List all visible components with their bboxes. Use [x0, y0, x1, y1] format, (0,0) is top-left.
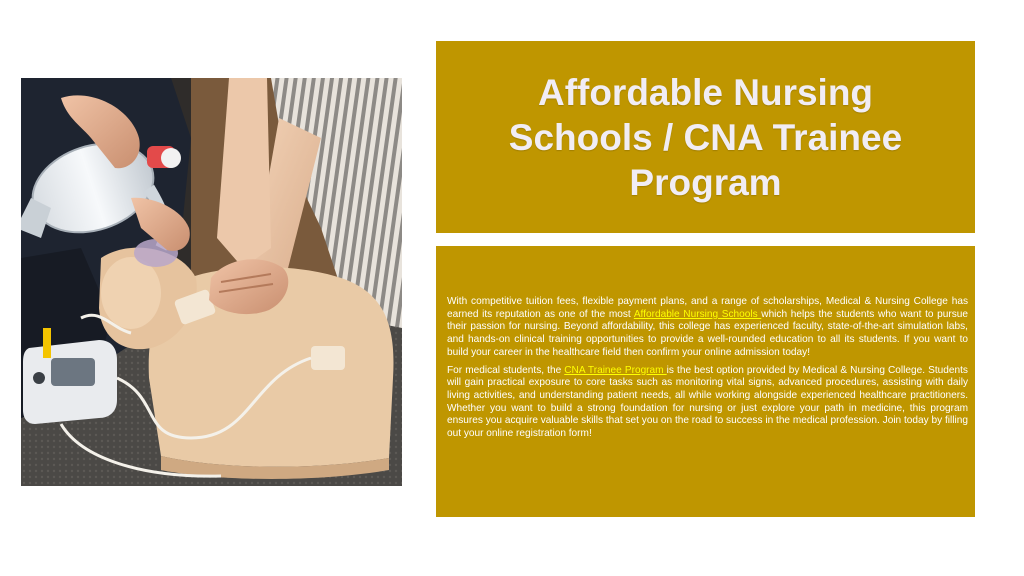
- intro-text-after-link: which helps the students who want to pursue their passion for nursing. Beyond affordability, this college has experienced faculty, state-of-the-art simulation labs, and hands-on clinical training opportunities to provide a well-rounded education to all its students. If you want to build your career in the healthcare field then confirm your online admission today!: [447, 308, 969, 358]
- affordable-nursing-schools-link[interactable]: Affordable Nursing Schools: [633, 308, 762, 320]
- intro-text-before-link: With competitive tuition fees, flexible payment plans, and a range of scholarships, Medical & Nursing College has earned its reputation as one of the most: [447, 296, 968, 320]
- page-title: Affordable Nursing Schools / CNA Trainee Program: [508, 71, 903, 203]
- title-panel: [436, 41, 975, 233]
- description-panel: [436, 246, 975, 517]
- cpr-training-illustration: [21, 78, 402, 486]
- intro-paragraph: [447, 296, 968, 360]
- cna-trainee-program-link[interactable]: CNA Trainee Program: [564, 364, 667, 376]
- cna-text-before-link: For medical students, the: [447, 364, 565, 376]
- cpr-training-photo: [21, 78, 402, 486]
- cna-paragraph: [447, 365, 968, 441]
- cna-text-after-link: is the best option provided by Medical & Nursing College. Students will gain practical exposure to core tasks such as monitoring vital signs, advanced procedures, assisting with daily living activities, and understanding patient needs, all while working alongside experienced healthcare practitioners. Whether you want to build a strong foundation for nursing or just explore your path in medicine, this program ensures you acquire valuable skills that set you on the road to success in the medical profession. Join today by filling out your online registration form!: [447, 364, 968, 440]
